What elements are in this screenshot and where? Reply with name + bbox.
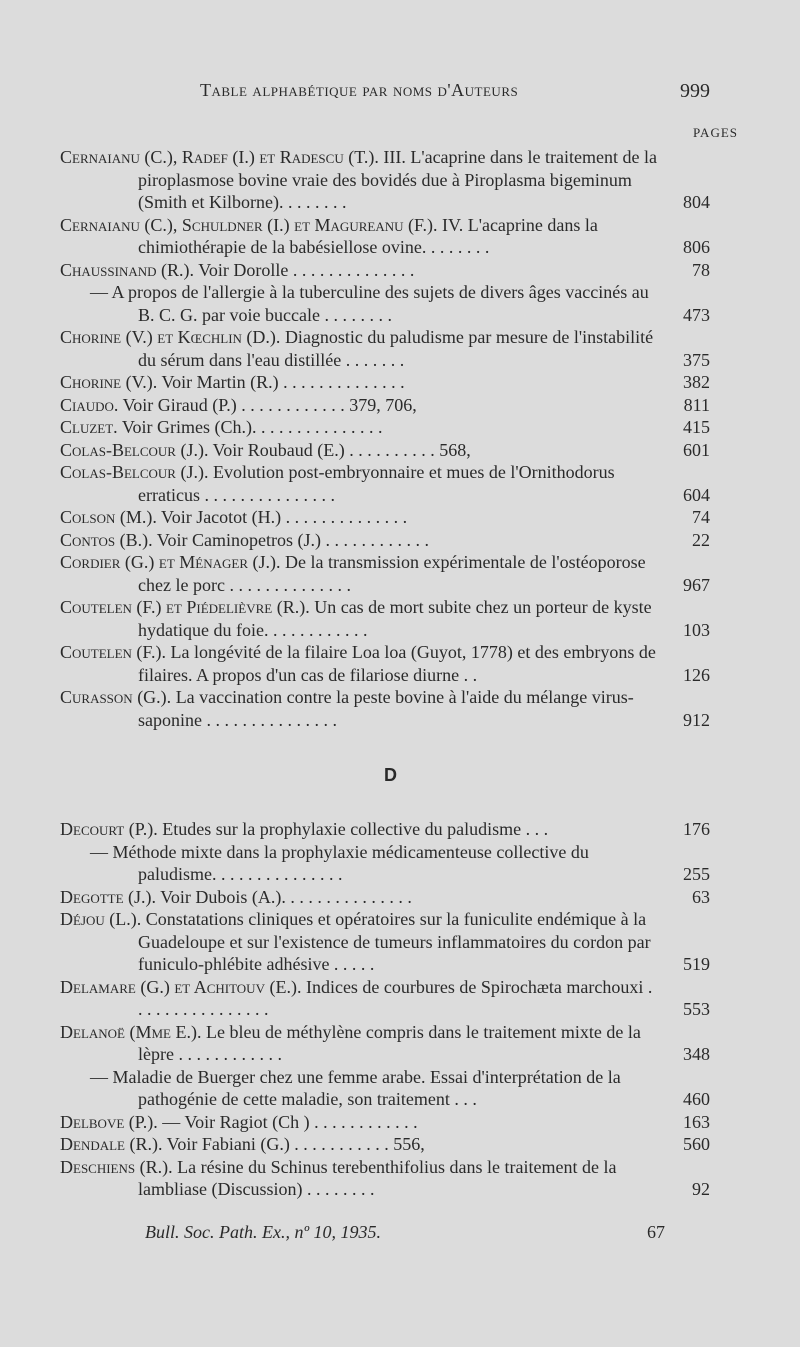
entry-title: Maladie de Buerger chez une femme arabe. Essai d'interprétation de la pathogénie de cette maladie, son traitement . . . [108, 1066, 621, 1109]
header-page-number: 999 [680, 80, 710, 102]
entry-title: Evolution post-embryonnaire et mues de l'Ornithodorus erraticus . . . . . . . . . . . . . . . [138, 462, 615, 505]
entry-title: De la transmission expérimentale de l'ostéoporose chez le porc . . . . . . . . . . . . . . [138, 552, 646, 595]
entry-title: Voir Grimes (Ch.). . . . . . . . . . . . . . . [117, 417, 383, 437]
entry-author: Dendale (R.). [60, 1134, 163, 1154]
entry-title: Voir Jacotot (H.) . . . . . . . . . . . . . . [156, 507, 408, 527]
entry-author: Cordier (G.) et Ménager (J.). [60, 552, 281, 572]
index-entry [60, 461, 720, 506]
entry-page-number: 348 [683, 1044, 710, 1064]
index-entry [60, 908, 720, 976]
entry-title: Etudes sur la prophylaxie collective du paludisme . . . [157, 819, 549, 839]
entry-author: Degotte (J.). [60, 886, 157, 907]
entry-author: Delanoë (Mme E.). [60, 1021, 202, 1042]
index-entry [60, 146, 720, 214]
footer-sheet-number: 67 [647, 1222, 665, 1242]
section-letter: D [384, 765, 397, 785]
entry-page-number: 176 [683, 819, 710, 839]
index-entry [60, 326, 720, 371]
entry-title: III. L'acaprine dans le traitement de la piroplasmose bovine vraie des bovidés due à Piroplasma bigeminum (Smith et Kilborne). . . . . . . . [138, 147, 657, 212]
entry-page-number: 604 [683, 484, 710, 505]
entry-title: Le bleu de méthylène compris dans le traitement mixte de la lèpre . . . . . . . . . . . . [138, 1021, 641, 1064]
entry-author: Ciaudo. [60, 394, 119, 415]
entry-title: Voir Caminopetros (J.) . . . . . . . . . . . . [152, 529, 429, 550]
entry-page-number: 22 [692, 529, 710, 550]
index-entry [60, 371, 720, 394]
index-entry [60, 1133, 720, 1156]
index-entry [60, 841, 720, 886]
entry-author: Colson (M.). [60, 507, 157, 527]
entry-title: Indices de courbures de Spirochæta marchouxi . . . . . . . . . . . . . . . . [138, 976, 653, 1019]
entry-title: Diagnostic du paludisme par mesure de l'instabilité du sérum dans l'eau distillée . . . . . . . [138, 327, 654, 370]
entry-author: Deschiens (R.). [60, 1156, 173, 1177]
entry-author: Colas-Belcour (J.). [60, 462, 209, 482]
entry-page-number: 806 [683, 237, 710, 257]
entry-page-number: 912 [683, 709, 710, 730]
entry-author: Coutelen (F.) et Piédelièvre (R.). [60, 597, 310, 617]
entry-page-number: 78 [692, 259, 710, 280]
entry-author: Decourt (P.). [60, 819, 158, 839]
entry-title: — Voir Ragiot (Ch ) . . . . . . . . . . . . [157, 1111, 418, 1132]
entry-page-number: 92 [692, 1179, 710, 1199]
footer [145, 1222, 665, 1243]
entry-page-number: 375 [683, 349, 710, 370]
entry-title: Voir Fabiani (G.) . . . . . . . . . . . 556, [162, 1134, 425, 1154]
entry-page-number: 74 [692, 507, 710, 527]
index-section-d [60, 818, 720, 1201]
entry-page-number: 163 [683, 1111, 710, 1132]
entry-author: Cernaianu (C.), Schuldner (I.) et Magureanu (F.). [60, 214, 438, 235]
index-entry [60, 1021, 720, 1066]
index-entry [60, 596, 720, 641]
index-entry [60, 1066, 720, 1111]
index-entry [60, 416, 720, 439]
entry-author: — [90, 1066, 108, 1087]
entry-title: A propos de l'allergie à la tuberculine des sujets de divers âges vaccinés au B. C. G. par voie buccale . . . . . . . . [108, 282, 649, 325]
entry-author: Delbove (P.). [60, 1111, 158, 1132]
entry-page-number: 63 [692, 886, 710, 907]
index-entry [60, 818, 720, 841]
index-section-c [60, 146, 720, 731]
entry-page-number: 103 [683, 619, 710, 640]
entry-title: Voir Dorolle . . . . . . . . . . . . . . [194, 259, 415, 280]
pages-column-label: PAGES [693, 125, 738, 140]
entry-page-number: 126 [683, 664, 710, 685]
running-header [60, 80, 720, 110]
entry-author: — [90, 841, 108, 862]
entry-author: Colas-Belcour (J.). [60, 439, 209, 460]
entry-author: Contos (B.). [60, 529, 153, 550]
entry-page-number: 255 [683, 864, 710, 884]
entry-page-number: 804 [683, 192, 710, 212]
index-entry [60, 281, 720, 326]
entry-title: La longévité de la filaire Loa loa (Guyot, 1778) et des embryons de filaires. A propos d'un cas de filariose diurne . . [138, 642, 656, 685]
index-entry [60, 439, 720, 462]
index-entry [60, 214, 720, 259]
entry-page-number: 382 [683, 372, 710, 392]
index-entry [60, 259, 720, 282]
index-entry [60, 394, 720, 417]
entry-page-number: 473 [683, 304, 710, 325]
index-entry [60, 529, 720, 552]
entry-page-number: 811 [683, 394, 710, 415]
index-entry [60, 551, 720, 596]
index-entry [60, 686, 720, 731]
index-entry [60, 1111, 720, 1134]
entry-author: Delamare (G.) et Achitouv (E.). [60, 976, 302, 997]
entry-title: Méthode mixte dans la prophylaxie médicamenteuse collective du paludisme. . . . . . . . . . . . . . . [108, 841, 589, 884]
entry-title: La vaccination contre la peste bovine à l'aide du mélange virus-saponine . . . . . . . . . . . . . . . [138, 687, 634, 730]
entry-page-number: 601 [683, 439, 710, 460]
entry-page-number: 553 [683, 999, 710, 1019]
index-entry [60, 1156, 720, 1201]
entry-title: Voir Giraud (P.) . . . . . . . . . . . . 379, 706, [118, 394, 417, 415]
entry-author: Cernaianu (C.), Radef (I.) et Radescu (T.). [60, 147, 379, 167]
entry-author: Chorine (V.) et Kœchlin (D.). [60, 327, 281, 347]
header-title: Table alphabétique par noms d'Auteurs [200, 80, 519, 100]
entry-author: Curasson (G.). [60, 687, 172, 707]
entry-title: Voir Martin (R.) . . . . . . . . . . . . . . [157, 372, 405, 392]
index-entry [60, 506, 720, 529]
entry-page-number: 519 [683, 954, 710, 974]
entry-page-number: 460 [683, 1089, 710, 1109]
index-entry [60, 976, 720, 1021]
footer-journal: Bull. Soc. Path. Ex., nº 10, 1935. [145, 1222, 382, 1242]
entry-author: Chorine (V.). [60, 372, 158, 392]
entry-title: Voir Roubaud (E.) . . . . . . . . . . 568, [208, 439, 471, 460]
entry-page-number: 415 [683, 417, 710, 437]
entry-author: Coutelen (F.). [60, 642, 166, 662]
entry-author: Cluzet. [60, 417, 118, 437]
entry-title: Voir Dubois (A.). . . . . . . . . . . . . . . [156, 886, 412, 907]
entry-author: — [90, 282, 108, 302]
index-entry [60, 641, 720, 686]
entry-title: IV. L'acaprine dans la chimiothérapie de la babésiellose ovine. . . . . . . . [138, 214, 598, 257]
entry-page-number: 560 [683, 1134, 710, 1154]
entry-title: Un cas de mort subite chez un porteur de kyste hydatique du foie. . . . . . . . . . . . [138, 597, 652, 640]
entry-title: Constatations cliniques et opératoires sur la funiculite endémique à la Guadeloupe et sur l'existence de tumeurs inflammatoires du cordon par funiculo-phlébite adhésive . . . . . [138, 909, 651, 974]
entry-author: Déjou (L.). [60, 909, 142, 929]
entry-page-number: 967 [683, 574, 710, 595]
index-entry [60, 886, 720, 909]
entry-author: Chaussinand (R.). [60, 259, 195, 280]
entry-title: La résine du Schinus terebenthifolius dans le traitement de la lambliase (Discussion) . . . . . . . . [138, 1156, 617, 1199]
